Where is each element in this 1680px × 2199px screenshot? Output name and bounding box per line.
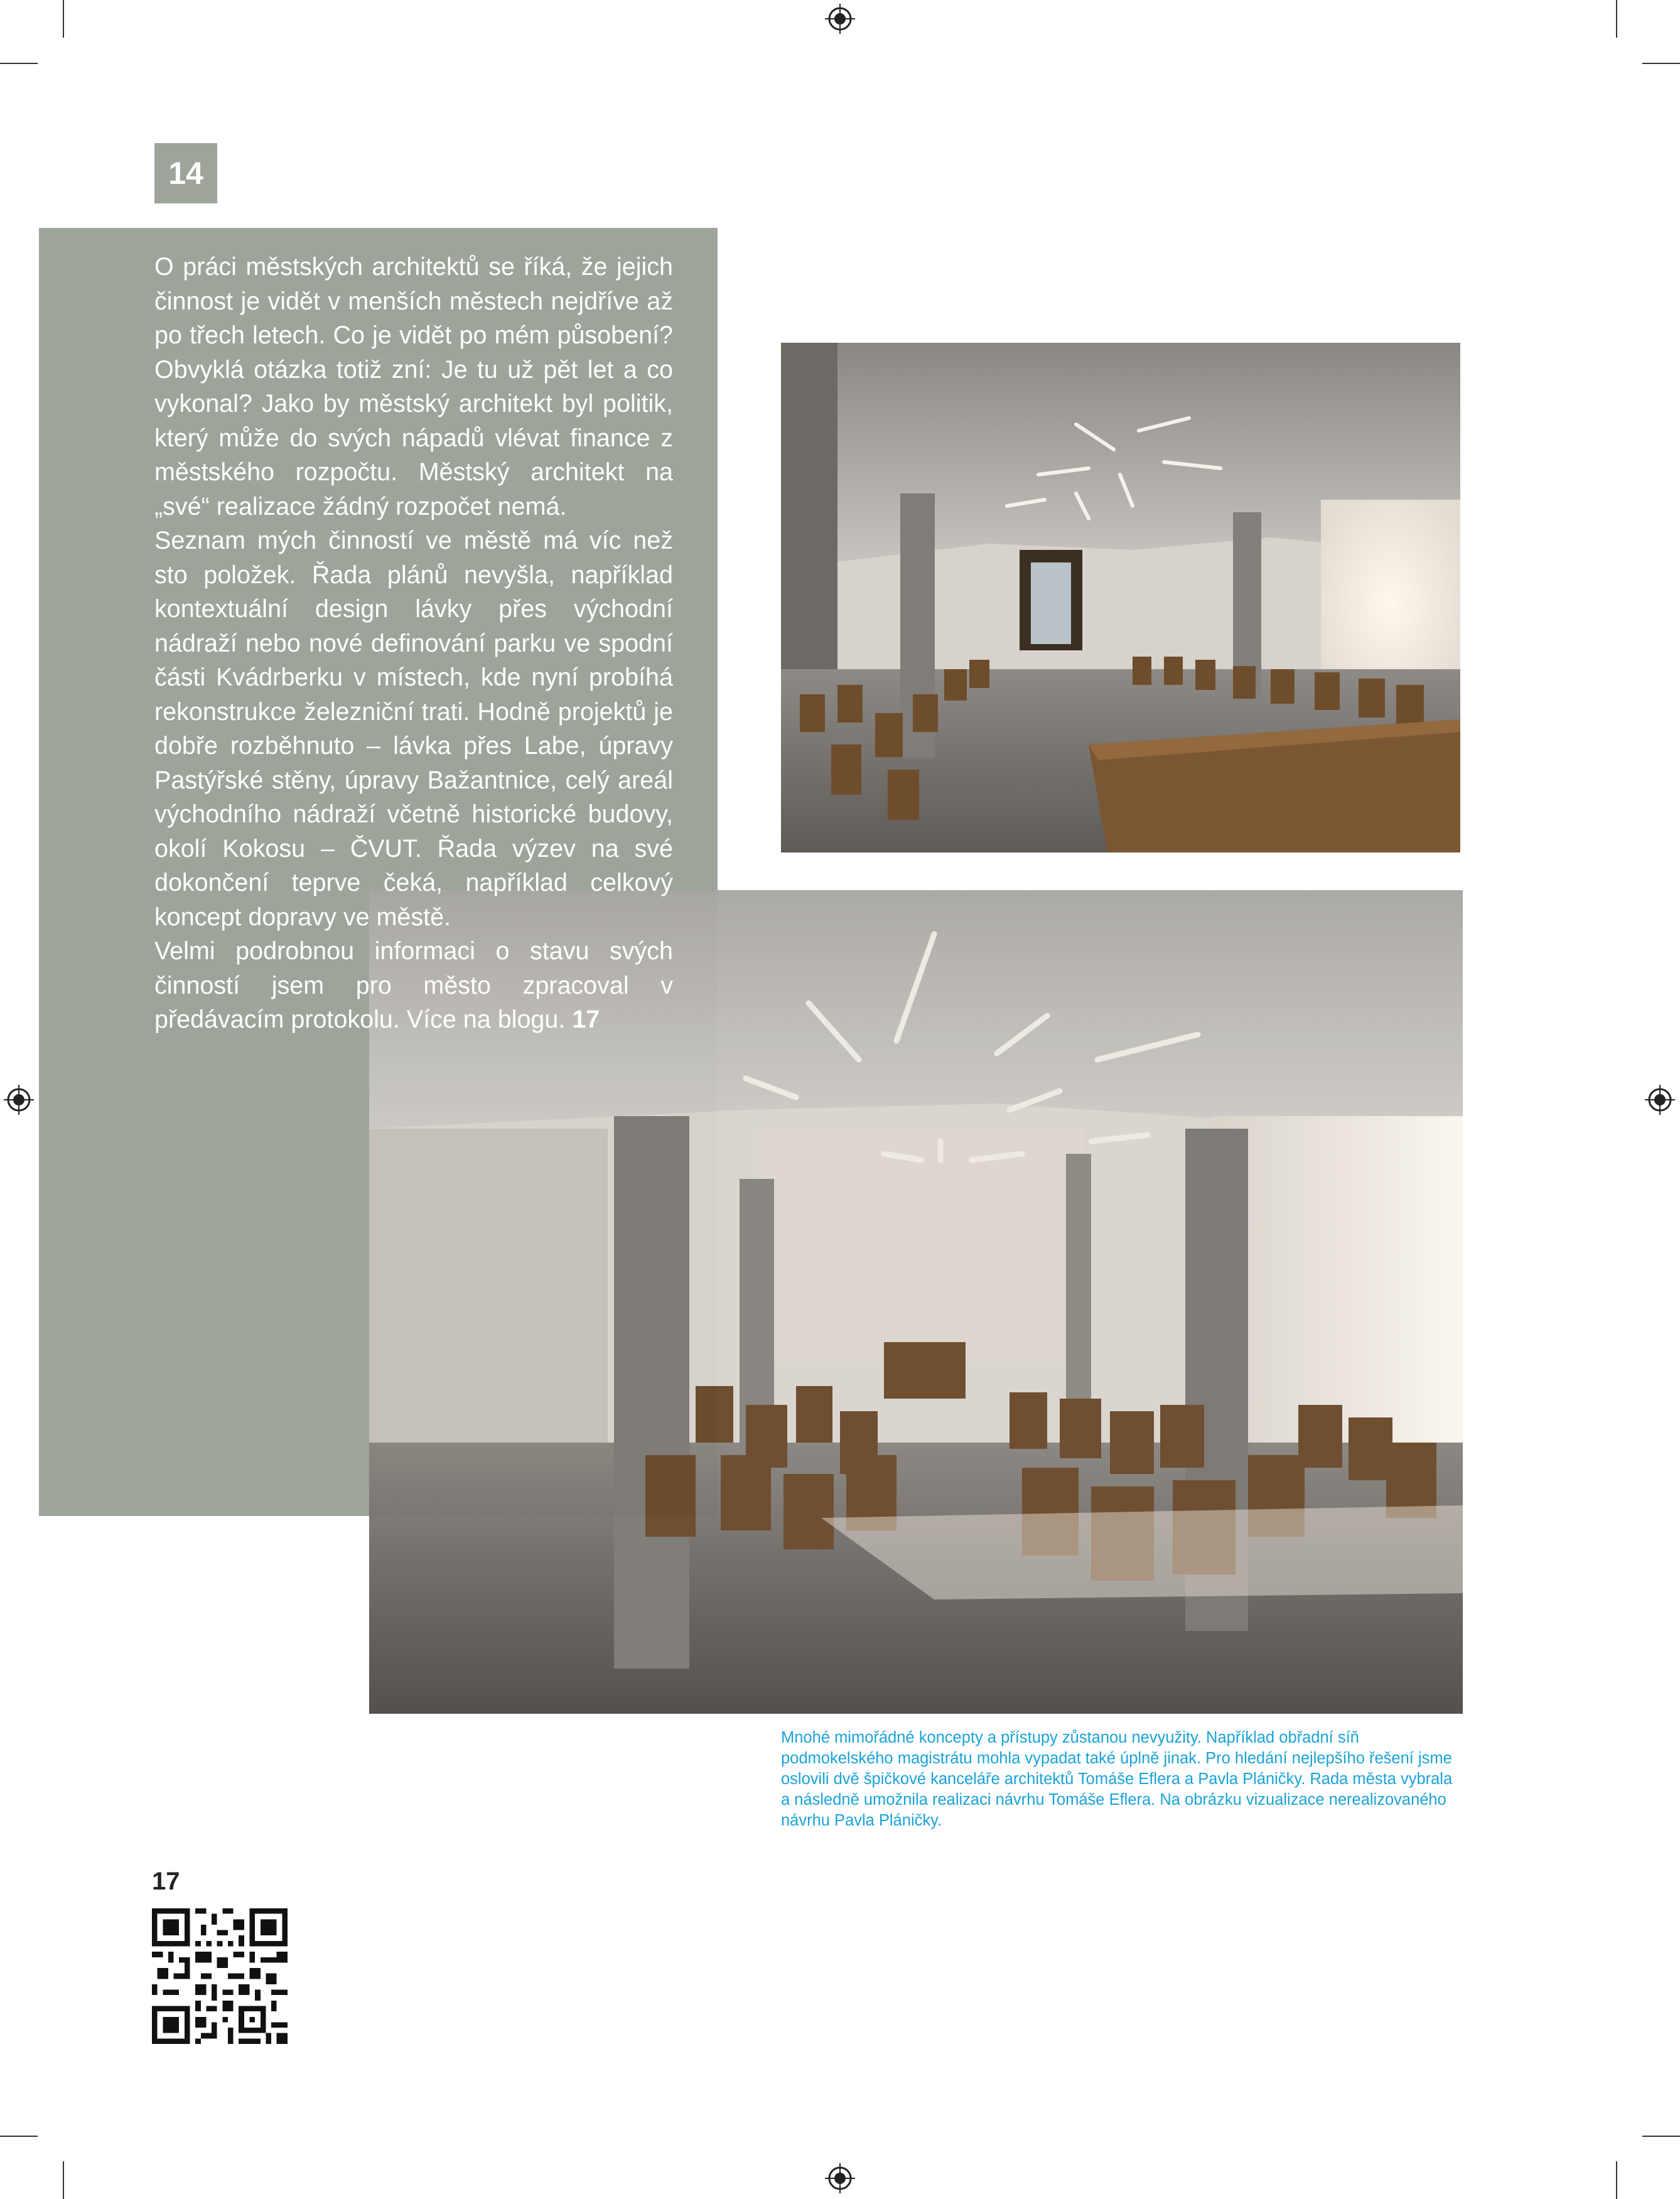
registration-mark-icon [1645,1085,1675,1115]
crop-mark [1642,2136,1680,2137]
reference-marker: 17 [565,1006,600,1033]
qr-code-icon [152,1908,288,2044]
crop-mark [0,2136,38,2137]
footnote-reference-number: 17 [152,1868,180,1895]
crop-mark [63,2161,64,2199]
registration-mark-icon [4,1085,34,1115]
registration-mark-icon [825,4,855,34]
photo-caption [781,1728,1460,1831]
article-body [154,250,673,1037]
article-paragraph-text: Velmi podrobnou informaci o stavu svých činností jsem pro město zpracoval v předávacím protokolu. Více na blogu. [154,937,673,1033]
page-number-badge: 14 [154,143,217,203]
crop-mark [1616,2161,1617,2199]
caption-text: Mnohé mimořádné koncepty a přístupy zůstanou nevyužity. Například obřadní síň podmokelského magistrátu mohla vypadat také úplně jinak. Pro hledání nejlepšího řešení jsme oslovili dvě špičkové kanceláře architektů Tomáše Eflera a Pavla Pláničky. Rada města vybrala a následně umožnila realizaci návrhu Tomáše Eflera. Na obrázku vizualizace nerealizovaného návrhu Pavla Pláničky. [781,1729,1453,1829]
crop-mark [0,63,38,64]
crop-mark [63,0,64,38]
interior-rendering-photo [781,343,1460,852]
crop-mark [1616,0,1617,38]
article-paragraph: O práci městských architektů se říká, že jejich činnost je vidět v menších městech nejdříve až po třech letech. Co je vidět po mém působení? Obvyklá otázka totiž zní: Je tu už pět let a co vykonal? Jako by městský architekt byl politik, který může do svých nápadů vlévat finance z městského rozpočtu. Městský architekt na „své“ realizace žádný rozpočet nemá. [154,253,673,520]
registration-mark-icon [825,2163,855,2193]
article-paragraph: Seznam mých činností ve městě má víc než sto položek. Řada plánů nevyšla, například kontextuální design lávky přes východní nádraží nebo nové definování parku ve spodní části Kvádrberku v místech, kde nyní probíhá rekonstrukce železniční trati. Hodně projektů je dobře rozběhnuto – lávka přes Labe, úpravy Pastýřské stěny, úpravy Bažantnice, celý areál východního nádraží včetně historické budovy, okolí Kokosu – ČVUT. Řada výzev na své dokončení teprve čeká, například celkový koncept dopravy ve městě. [154,527,673,931]
article-paragraph [154,934,673,1037]
crop-mark [1642,63,1680,64]
